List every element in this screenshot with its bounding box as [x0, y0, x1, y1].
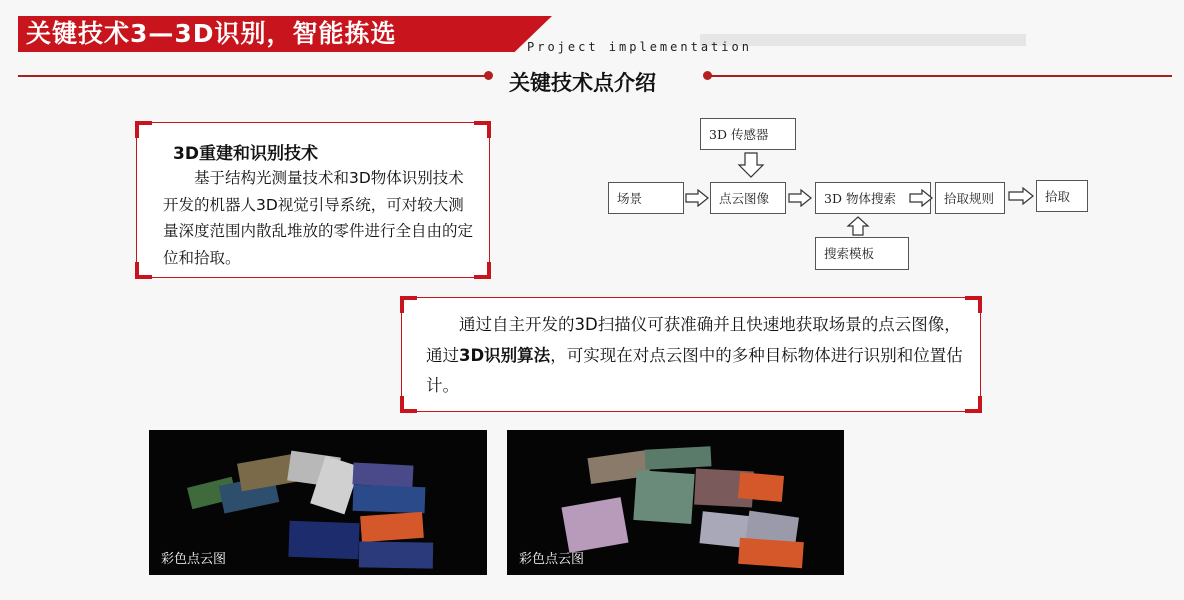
- tech-card-body: 基于结构光测量技术和3D物体识别技术开发的机器人3D视觉引导系统，可对较大测量深度范围内散乱堆放的零件进行全自由的定位和拾取。: [163, 169, 474, 267]
- card-corner: [474, 121, 491, 138]
- description-text-pre: 通过自主开发的3D扫描仪可获准确并且快速地获取场景的点云图像，通过: [426, 315, 961, 365]
- card-corner: [400, 396, 417, 413]
- point-cloud-caption: 彩色点云图: [519, 552, 585, 567]
- tech-card: [136, 122, 490, 278]
- right-arrow-icon: [1008, 187, 1034, 205]
- card-corner: [474, 262, 491, 279]
- flow-box-pick: 拾取: [1036, 180, 1088, 212]
- cloud-fragment: [633, 470, 694, 524]
- cloud-fragment: [359, 541, 433, 568]
- flow-box-point-cloud: 点云图像: [710, 182, 786, 214]
- cloud-fragment: [738, 538, 804, 568]
- card-corner: [135, 121, 152, 138]
- description-text-bold: 3D识别算法: [459, 345, 551, 365]
- divider-dot-left: [484, 71, 493, 80]
- right-arrow-icon: [788, 189, 812, 207]
- flow-box-object-search: 3D 物体搜索: [815, 182, 931, 214]
- page-title: 关键技术3—3D识别，智能拣选: [26, 19, 397, 48]
- description-text-post: ，可实现在对点云图中的多种目标物体进行识别和位置估计。: [426, 345, 963, 395]
- point-cloud-image: [507, 430, 844, 575]
- flow-box-pick-rules: 拾取规则: [935, 182, 1005, 214]
- right-arrow-icon: [685, 189, 709, 207]
- cloud-fragment: [561, 497, 628, 553]
- card-corner: [965, 296, 982, 313]
- cloud-fragment: [738, 472, 784, 502]
- description-text: [426, 310, 964, 402]
- card-corner: [965, 396, 982, 413]
- flow-box-template: 搜索模板: [815, 237, 909, 270]
- flow-box-scene: 场景: [608, 182, 684, 214]
- cloud-fragment: [288, 521, 359, 559]
- page-subtitle: Project implementation: [527, 40, 752, 54]
- cloud-fragment: [352, 462, 413, 487]
- point-cloud-image: [149, 430, 487, 575]
- cloud-fragment: [360, 512, 424, 542]
- divider-left: [18, 75, 492, 77]
- card-corner: [135, 262, 152, 279]
- right-arrow-icon: [909, 189, 933, 207]
- point-cloud-caption: 彩色点云图: [161, 552, 227, 567]
- cloud-fragment: [645, 446, 712, 469]
- card-corner: [400, 296, 417, 313]
- down-arrow-icon: [737, 152, 765, 178]
- section-heading: 关键技术点介绍: [509, 71, 656, 95]
- tech-card-heading: 3D重建和识别技术: [173, 144, 318, 164]
- divider-right: [710, 75, 1172, 77]
- flow-box-sensor: 3D 传感器: [700, 118, 796, 150]
- cloud-fragment: [353, 485, 426, 513]
- up-arrow-icon: [846, 216, 870, 236]
- description-card: [401, 297, 981, 412]
